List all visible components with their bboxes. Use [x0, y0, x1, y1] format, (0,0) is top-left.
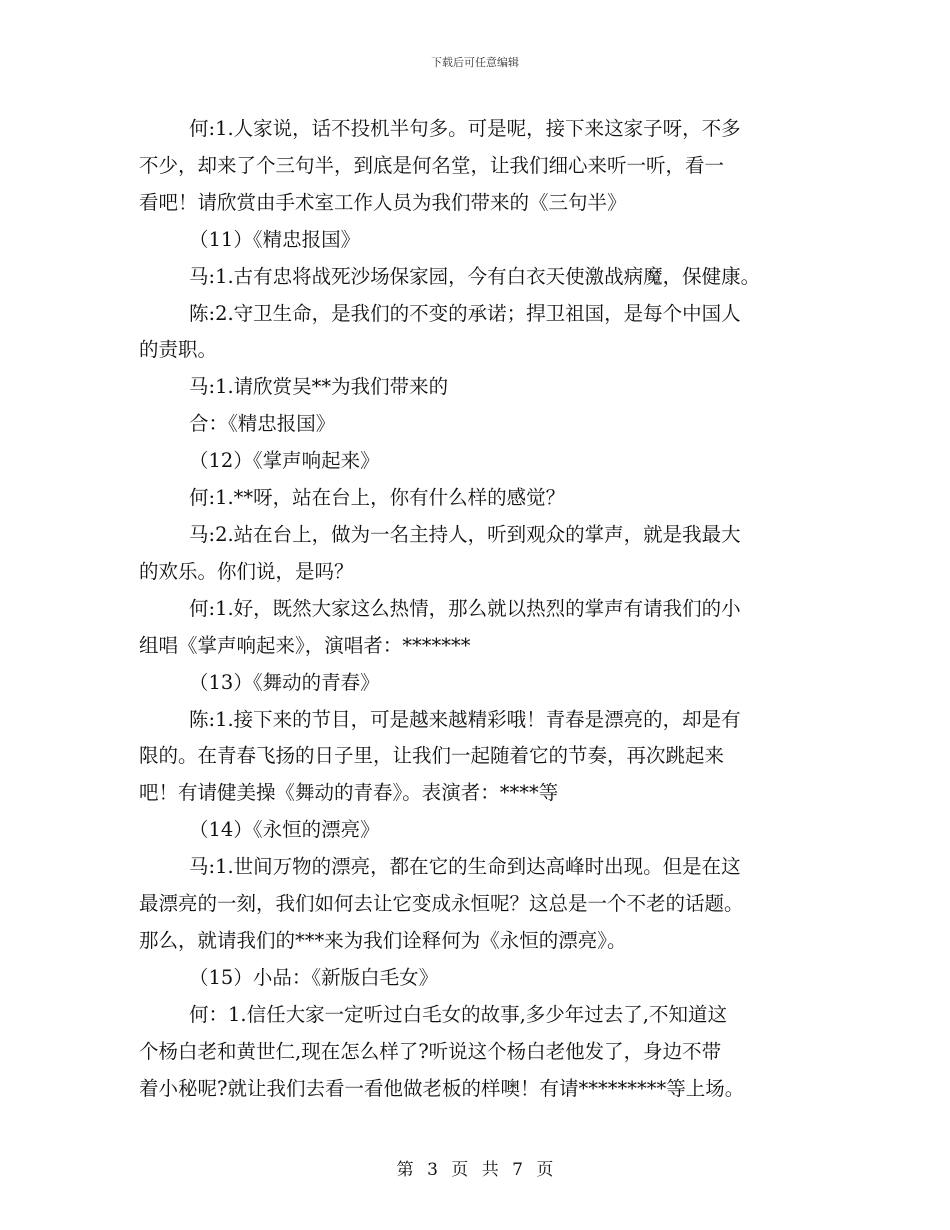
text-line: （14）《永恒的漂亮》: [189, 818, 380, 842]
text-line: 那么，就请我们的***来为我们诠释何为《永恒的漂亮》。: [139, 928, 627, 952]
footer-label-total-unit: 页: [536, 1160, 554, 1180]
page-footer: [0, 1155, 950, 1180]
document-body: [139, 111, 819, 1107]
footer-current-page: 3: [427, 1160, 438, 1180]
text-line: 马:1.请欣赏吴**为我们带来的: [189, 375, 449, 399]
text-line: 着小秘呢?就让我们去看一看他做老板的样噢！有请*********等上场。: [139, 1076, 745, 1100]
text-line: 陈:1.接下来的节目，可是越来越精彩哦！青春是漂亮的，却是有: [189, 707, 741, 731]
text-line: 马:1.古有忠将战死沙场保家园，今有白衣天使激战病魔，保健康。: [189, 264, 761, 288]
text-line: 何：1.信任大家一定听过白毛女的故事,多少年过去了,不知道这: [189, 1002, 728, 1026]
text-line: （13）《舞动的青春》: [189, 670, 380, 694]
footer-total-pages: 7: [512, 1160, 523, 1180]
text-line: 何:1.好，既然大家这么热情，那么就以热烈的掌声有请我们的小: [189, 596, 741, 620]
text-line: 限的。在青春飞扬的日子里，让我们一起随着它的节奏，再次跳起来: [139, 744, 725, 768]
page-header: 下载后可任意编辑: [431, 56, 519, 69]
footer-label-total: 共: [481, 1160, 499, 1180]
text-line: 组唱《掌声响起来》，演唱者：*******: [139, 633, 471, 657]
text-line: （11）《精忠报国》: [189, 227, 361, 251]
text-line: 何:1.**呀，站在台上，你有什么样的感觉？: [189, 486, 566, 510]
text-line: 陈:2.守卫生命，是我们的不变的承诺；捍卫祖国，是每个中国人: [189, 301, 741, 325]
text-line: 吧！有请健美操《舞动的青春》。表演者：****等: [139, 781, 559, 805]
footer-label-page: 第: [396, 1160, 414, 1180]
text-line: 最漂亮的一刻，我们如何去让它变成永恒呢？这总是一个不老的话题。: [139, 892, 744, 916]
footer-label-page-unit: 页: [451, 1160, 469, 1180]
text-line: （12）《掌声响起来》: [189, 449, 380, 473]
text-line: 何:1.人家说，话不投机半句多。可是呢，接下来这家子呀，不多: [189, 117, 741, 140]
text-line: 马:1.世间万物的漂亮，都在它的生命到达高峰时出现。但是在这: [189, 855, 741, 879]
text-line: 看吧！请欣赏由手术室工作人员为我们带来的《三句半》: [139, 190, 627, 214]
text-line: 的欢乐。你们说，是吗？: [139, 559, 354, 583]
text-line: 的责职。: [139, 338, 218, 362]
text-line: 合：《精忠报国》: [189, 412, 336, 436]
text-line: 马:2.站在台上，做为一名主持人，听到观众的掌声，就是我最大: [189, 522, 741, 546]
text-line: 个杨白老和黄世仁,现在怎么样了?听说这个杨白老他发了，身边不带: [139, 1039, 722, 1063]
text-line: （15）小品：《新版白毛女》: [189, 965, 439, 989]
text-line: 不少，却来了个三句半，到底是何名堂，让我们细心来听一听，看一: [139, 153, 725, 177]
